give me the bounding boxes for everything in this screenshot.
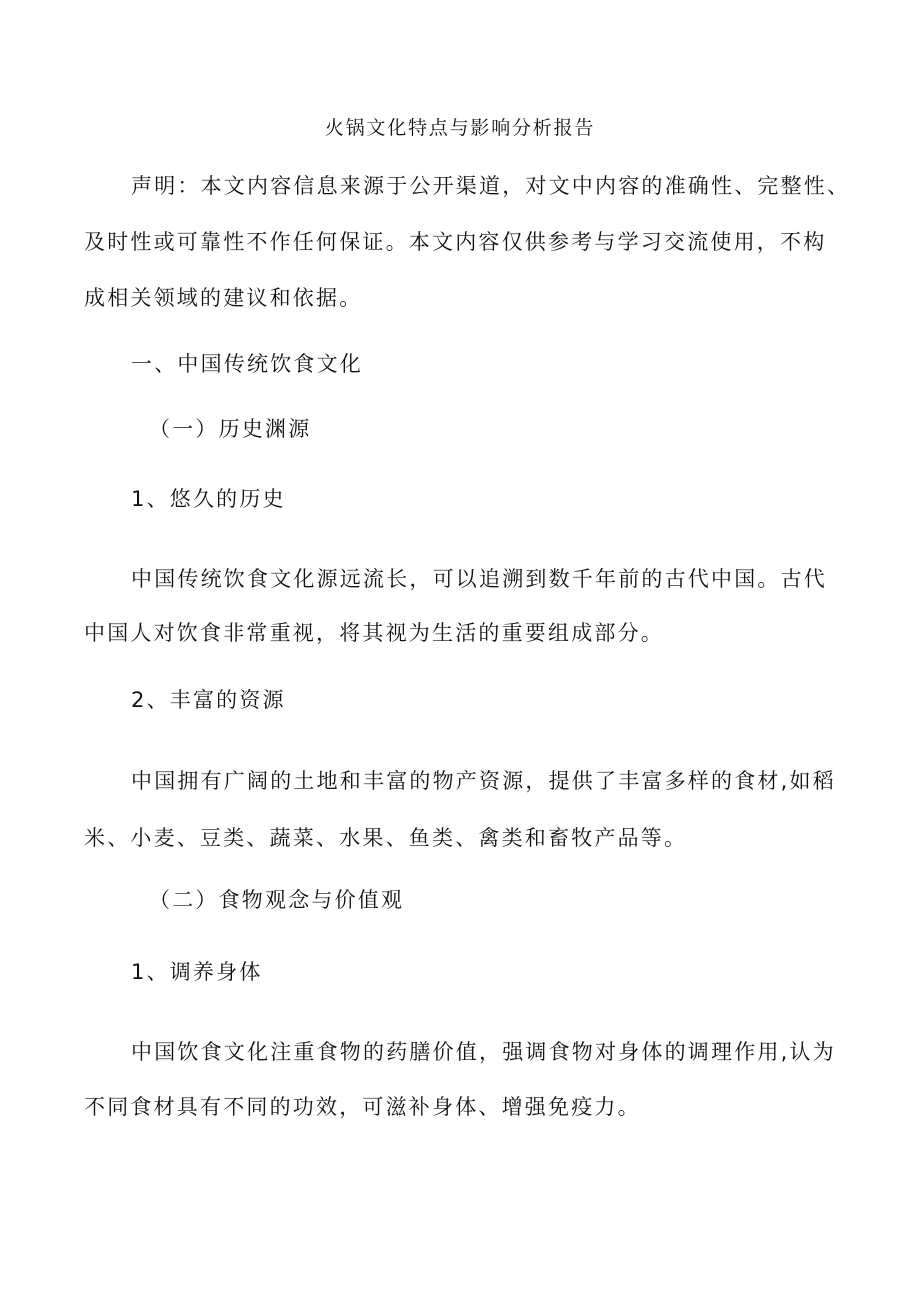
item-heading: 2、丰富的资源 <box>131 688 286 712</box>
subsection-heading: （一）历史渊源 <box>149 417 312 441</box>
paragraph-line: 不同食材具有不同的功效，可滋补身体、增强免疫力。 <box>84 1095 641 1119</box>
subsection-heading: （二）食物观念与价值观 <box>149 888 405 912</box>
section-heading: 一、中国传统饮食文化 <box>131 352 363 376</box>
document-title: 火锅文化特点与影响分析报告 <box>324 117 596 139</box>
paragraph-line: 中国饮食文化注重食物的药膳价值，强调食物对身体的调理作用,认为 <box>131 1040 836 1064</box>
item-heading: 1、调养身体 <box>131 960 263 984</box>
disclaimer-line: 成相关领域的建议和依据。 <box>84 286 363 310</box>
paragraph-line: 中国人对饮食非常重视，将其视为生活的重要组成部分。 <box>84 621 664 645</box>
paragraph-line: 中国传统饮食文化源远流长，可以追溯到数千年前的古代中国。古代 <box>131 567 827 591</box>
paragraph-line: 米、小麦、豆类、蔬菜、水果、鱼类、禽类和畜牧产品等。 <box>84 826 688 850</box>
item-heading: 1、悠久的历史 <box>131 487 286 511</box>
disclaimer-line: 声明：本文内容信息来源于公开渠道，对文中内容的准确性、完整性、 <box>131 174 851 198</box>
disclaimer-line: 及时性或可靠性不作任何保证。本文内容仅供参考与学习交流使用，不构 <box>84 230 827 254</box>
paragraph-line: 中国拥有广阔的土地和丰富的物产资源，提供了丰富多样的食材,如稻 <box>131 769 836 793</box>
